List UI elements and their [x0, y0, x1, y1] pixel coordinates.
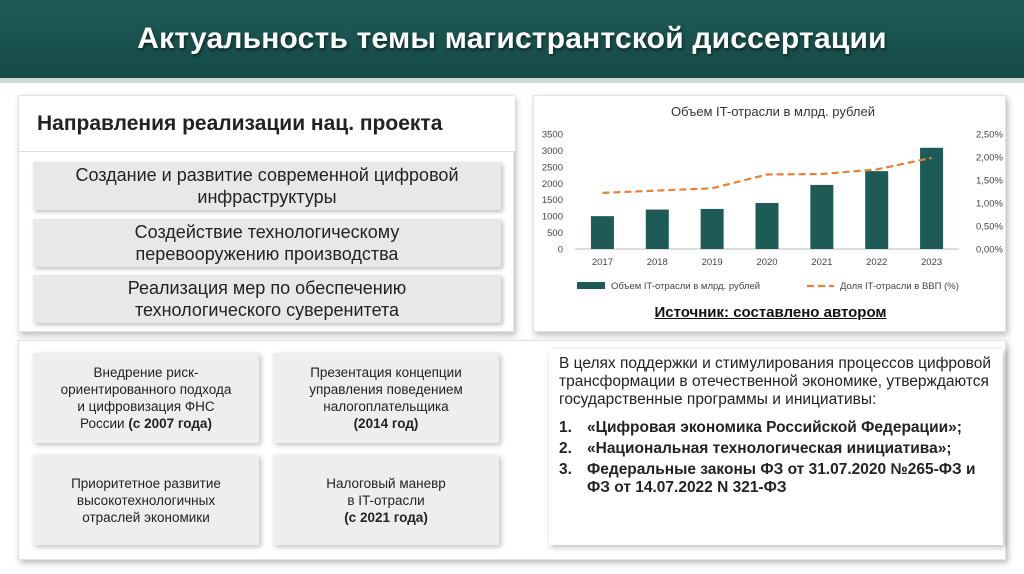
card-line: Презентация концепции	[310, 365, 462, 380]
y2-tick-label: 1,00%	[976, 198, 1003, 210]
measure-card	[33, 455, 259, 545]
chart-bar	[756, 203, 779, 249]
y-tick-label: 0	[557, 244, 563, 256]
y-tick-label: 1000	[541, 211, 563, 223]
x-tick-label: 2022	[866, 257, 888, 268]
program-text: Федеральные законы ФЗ от 31.07.2020 №265-ФЗ и ФЗ от 14.07.2022 N 321-ФЗ	[587, 461, 976, 496]
card-line: отраслей экономики	[82, 509, 210, 525]
y-tick-label: 3500	[541, 129, 563, 141]
card-line: налогоплательщика	[323, 399, 449, 414]
card-line: и цифровизация ФНС	[77, 399, 215, 414]
y-tick-label: 2500	[541, 162, 563, 174]
programs-list	[559, 419, 993, 497]
header-bar	[0, 0, 1024, 78]
y2-tick-label: 0,50%	[976, 221, 1003, 233]
program-item	[559, 461, 993, 497]
y2-tick-label: 0,00%	[976, 244, 1003, 256]
direction-line: инфраструктуры	[197, 187, 337, 207]
direction-line: Реализация мер по обеспечению	[127, 278, 407, 298]
chart-source: Источник: составлено автором	[654, 304, 887, 321]
header-divider	[0, 78, 1024, 83]
program-item	[559, 419, 993, 437]
direction-item	[33, 275, 501, 323]
support-intro: В целях поддержки и стимулирования процессов цифровой трансформации в отечественной экономике, утверждаются государственные программы и инициативы:	[559, 355, 991, 408]
program-number: 1.	[559, 419, 572, 436]
chart-bar	[701, 209, 724, 249]
card-date: (с 2007 года)	[128, 416, 212, 431]
legend-bar-swatch	[577, 282, 605, 289]
direction-line: технологического суверенитета	[134, 300, 400, 320]
chart-bar	[920, 148, 943, 249]
chart-bar	[865, 171, 888, 249]
x-tick-label: 2017	[591, 257, 613, 268]
measures-panel	[18, 340, 1006, 560]
card-line: Приоритетное развитие	[71, 475, 221, 491]
program-text: «Цифровая экономика Российской Федерации»;	[587, 419, 962, 436]
program-number: 2.	[559, 440, 572, 457]
card-line: высокотехнологичных	[76, 492, 216, 508]
card-line: России	[80, 416, 129, 431]
y-tick-label: 500	[547, 228, 563, 240]
x-tick-label: 2023	[921, 257, 943, 268]
x-tick-label: 2020	[756, 257, 778, 268]
direction-line: Создание и развитие современной цифровой	[75, 165, 459, 185]
card-line: Внедрение риск-	[93, 365, 199, 380]
measure-card	[273, 455, 499, 545]
y2-tick-label: 2,50%	[976, 129, 1003, 141]
direction-item	[33, 219, 501, 267]
y-tick-label: 1500	[541, 195, 563, 207]
measure-card	[273, 353, 499, 443]
directions-panel	[18, 95, 514, 332]
program-text: «Национальная технологическая инициатива»;	[587, 440, 952, 457]
card-date: (2014 год)	[353, 416, 419, 431]
y2-tick-label: 2,00%	[976, 152, 1003, 164]
direction-line: перевооружению производства	[135, 244, 399, 264]
direction-line: Создействие технологическому	[134, 222, 400, 242]
program-number: 3.	[559, 461, 572, 478]
support-programs-box	[549, 349, 1003, 545]
legend-line-label: Доля IT-отрасли в ВВП (%)	[840, 281, 959, 292]
y-tick-label: 3000	[541, 145, 563, 157]
it-industry-chart	[534, 96, 1007, 301]
direction-item	[33, 162, 501, 210]
x-tick-label: 2021	[811, 257, 833, 268]
card-line: управления поведением	[309, 382, 463, 397]
y-tick-label: 2000	[541, 178, 563, 190]
program-item	[559, 440, 993, 458]
card-line: ориентированного подхода	[60, 382, 232, 397]
card-date: (с 2021 года)	[344, 509, 428, 525]
x-tick-label: 2018	[646, 257, 668, 268]
legend-bar-label: Объем IT-отрасли в млрд. рублей	[611, 281, 761, 292]
chart-bar	[646, 210, 669, 249]
x-tick-label: 2019	[701, 257, 723, 268]
page-title: Актуальность темы магистрантской диссертации	[137, 22, 887, 55]
y2-tick-label: 1,50%	[976, 175, 1003, 187]
directions-title: Направления реализации нац. проекта	[19, 96, 515, 152]
chart-bar	[591, 216, 614, 249]
card-line: Налоговый маневр	[326, 475, 446, 491]
card-line: в IT-отрасли	[347, 492, 425, 508]
measure-card	[33, 353, 259, 443]
chart-bar	[810, 185, 833, 249]
chart-panel	[533, 95, 1006, 332]
chart-title: Объем IT-отрасли в млрд. рублей	[671, 104, 875, 119]
